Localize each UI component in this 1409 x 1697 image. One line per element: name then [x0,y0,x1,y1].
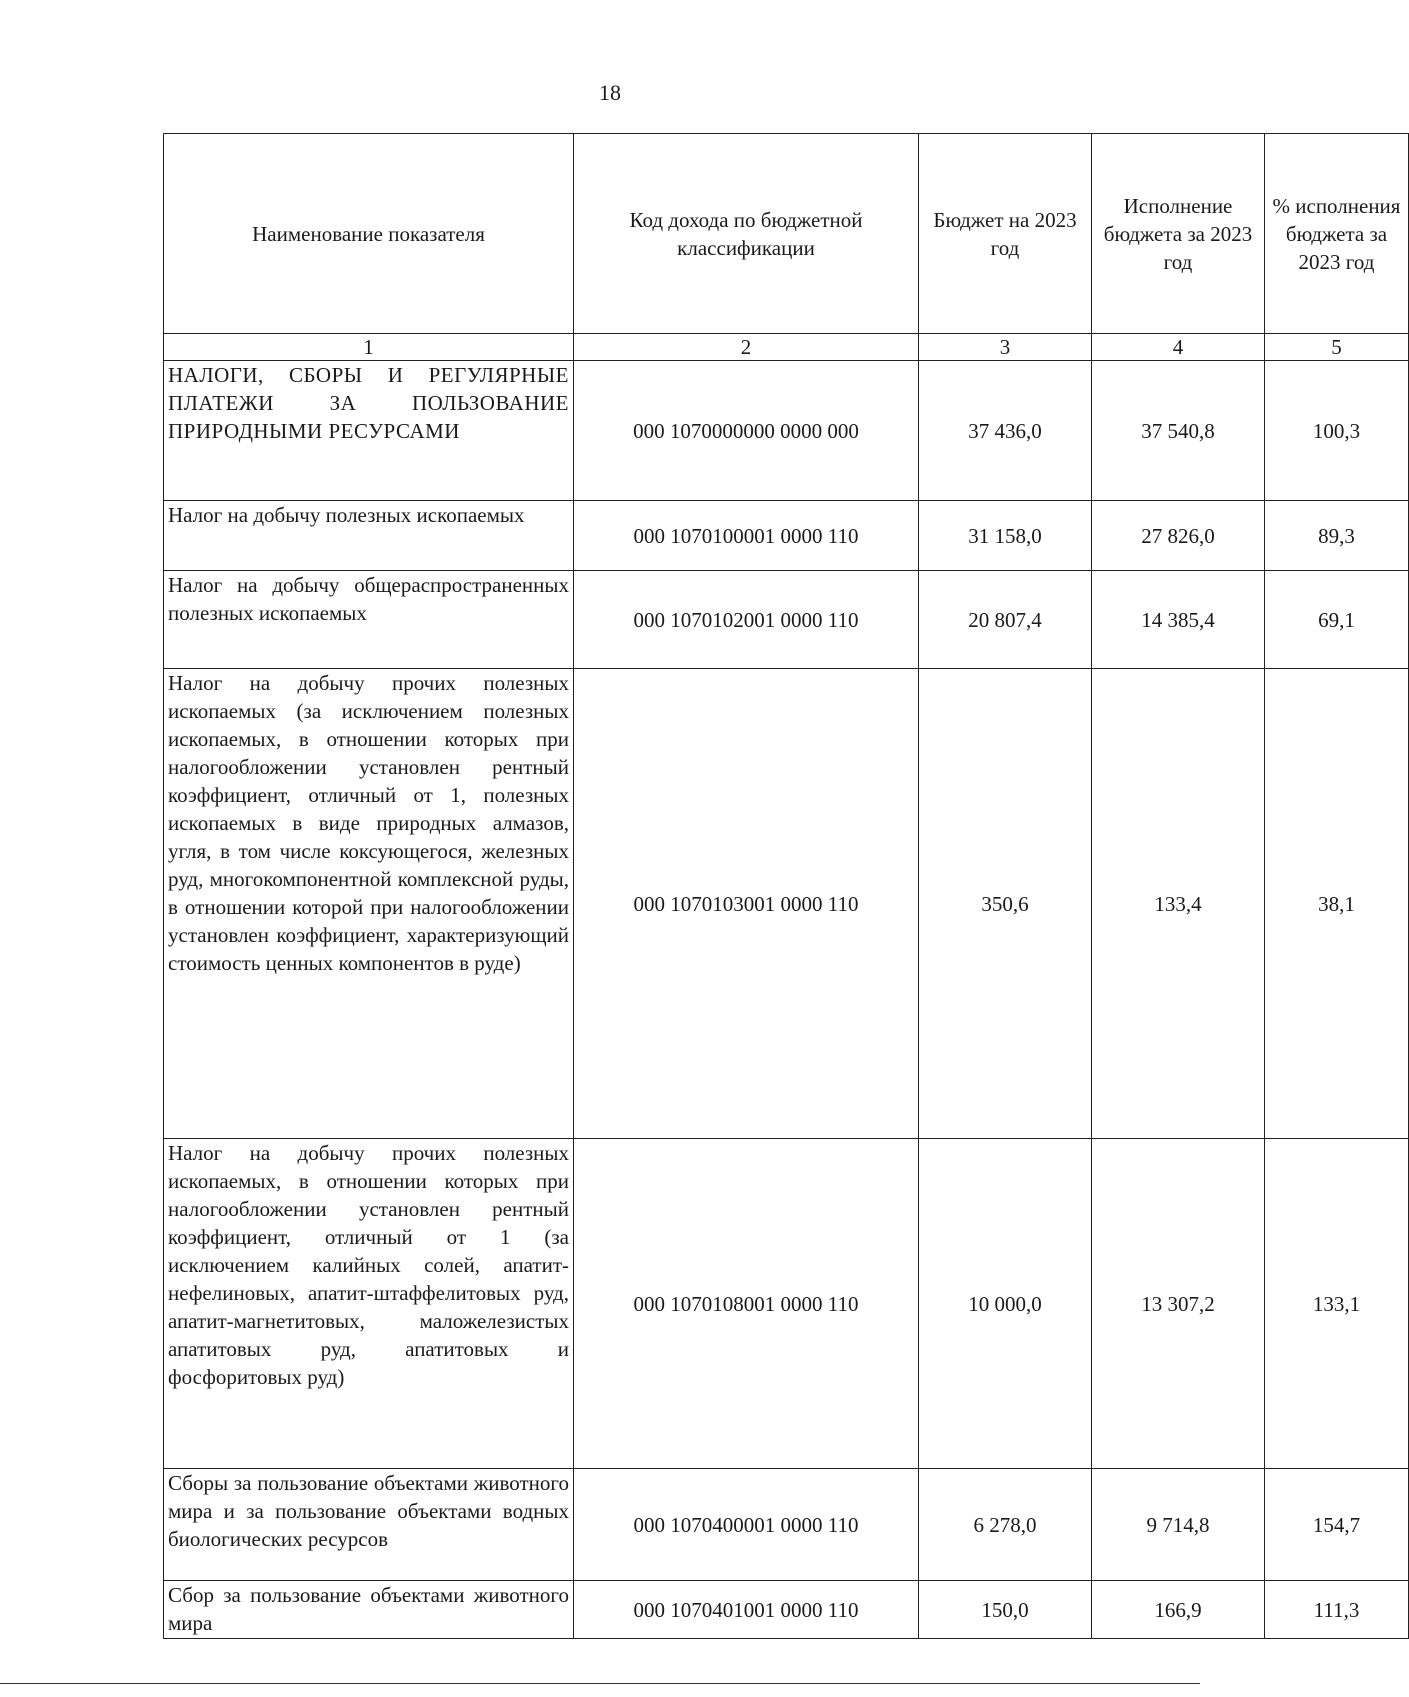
table-row [164,501,1409,571]
execution-percent: 69,1 [1265,571,1409,669]
table-row [164,361,1409,501]
budget-value: 350,6 [919,669,1092,1139]
execution-percent: 38,1 [1265,669,1409,1139]
indicator-name: Налог на добычу полезных ископаемых [164,501,574,571]
execution-percent: 111,3 [1265,1581,1409,1639]
indicator-name: Налог на добычу прочих полезных ископаемых (за исключением полезных ископаемых, в отношении которых при налогообложении установлен рентный коэффициент, отличный от 1, полезных ископаемых в виде природных алмазов, угля, в том числе коксующегося, железных руд, многокомпонентной комплексной руды, в отношении которой при налогообложении установлен коэффициент, характеризующий стоимость ценных компонентов в руде) [164,669,574,1139]
budget-value: 20 807,4 [919,571,1092,669]
table-row [164,571,1409,669]
budget-execution-table [163,133,1409,1639]
table-row [164,669,1409,1139]
budget-value: 6 278,0 [919,1469,1092,1581]
execution-value: 133,4 [1092,669,1265,1139]
income-code: 000 1070102001 0000 110 [574,571,919,669]
column-number: 2 [574,334,919,361]
budget-value: 150,0 [919,1581,1092,1639]
table-header-row [164,134,1409,334]
indicator-name: Налог на добычу прочих полезных ископаемых, в отношении которых при налогообложении установлен рентный коэффициент, отличный от 1 (за исключением калийных солей, апатит-нефелиновых, апатит-штаффелитовых руд, апатит-магнетитовых, маложелезистых апатитовых руд, апатитовых и фосфоритовых руд) [164,1139,574,1469]
header-execution-percent: % исполнения бюджета за 2023 год [1265,134,1409,334]
header-budget-2023: Бюджет на 2023 год [919,134,1092,334]
indicator-name: Сборы за пользование объектами животного мира и за пользование объектами водных биологических ресурсов [164,1469,574,1581]
table-row [164,1469,1409,1581]
execution-value: 14 385,4 [1092,571,1265,669]
execution-percent: 133,1 [1265,1139,1409,1469]
budget-value: 10 000,0 [919,1139,1092,1469]
execution-value: 166,9 [1092,1581,1265,1639]
table-row [164,1139,1409,1469]
execution-percent: 89,3 [1265,501,1409,571]
indicator-name: Налог на добычу общераспространенных полезных ископаемых [164,571,574,669]
income-code: 000 1070000000 0000 000 [574,361,919,501]
header-execution-2023: Исполнение бюджета за 2023 год [1092,134,1265,334]
income-code: 000 1070401001 0000 110 [574,1581,919,1639]
execution-value: 9 714,8 [1092,1469,1265,1581]
income-code: 000 1070108001 0000 110 [574,1139,919,1469]
page-number: 18 [599,80,621,105]
column-number: 4 [1092,334,1265,361]
table-row [164,1581,1409,1639]
execution-value: 27 826,0 [1092,501,1265,571]
income-code: 000 1070400001 0000 110 [574,1469,919,1581]
budget-value: 31 158,0 [919,501,1092,571]
execution-percent: 100,3 [1265,361,1409,501]
execution-value: 13 307,2 [1092,1139,1265,1469]
execution-percent: 154,7 [1265,1469,1409,1581]
column-number: 1 [164,334,574,361]
income-code: 000 1070100001 0000 110 [574,501,919,571]
column-number: 5 [1265,334,1409,361]
column-number-row [164,334,1409,361]
page-bottom-divider [0,1683,1200,1684]
column-number: 3 [919,334,1092,361]
header-income-code: Код дохода по бюджетной классификации [574,134,919,334]
income-code: 000 1070103001 0000 110 [574,669,919,1139]
header-indicator-name: Наименование показателя [164,134,574,334]
indicator-name: НАЛОГИ, СБОРЫ И РЕГУЛЯРНЫЕ ПЛАТЕЖИ ЗА ПОЛЬЗОВАНИЕ ПРИРОДНЫМИ РЕСУРСАМИ [164,361,574,501]
budget-value: 37 436,0 [919,361,1092,501]
execution-value: 37 540,8 [1092,361,1265,501]
indicator-name: Сбор за пользование объектами животного мира [164,1581,574,1639]
